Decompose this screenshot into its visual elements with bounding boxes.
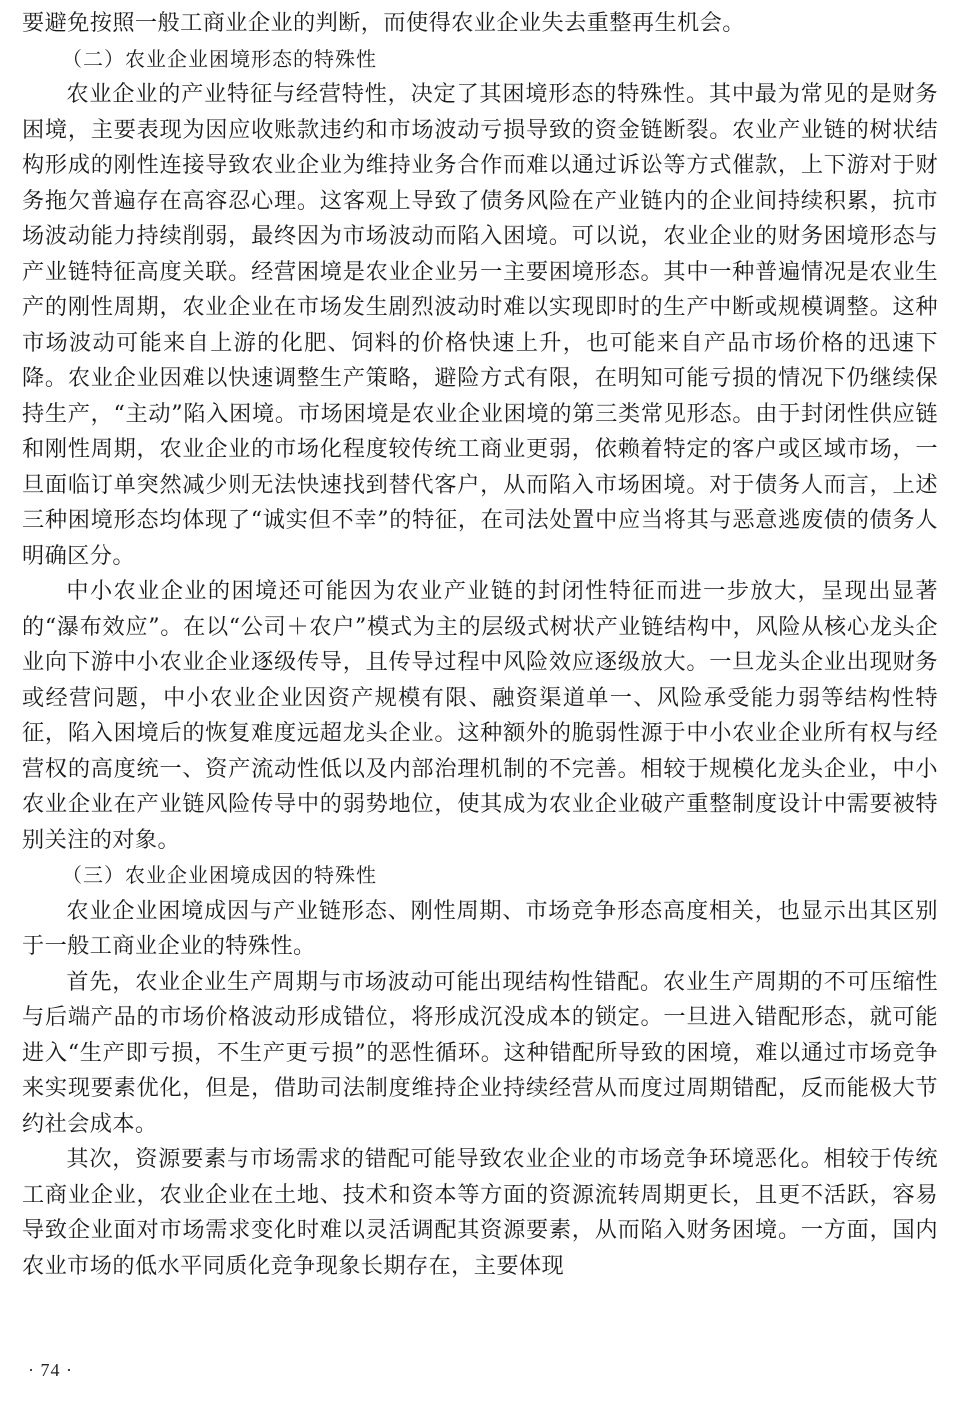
section-heading-3: （三）农业企业困境成因的特殊性 — [62, 863, 377, 887]
paragraph: 农业企业的产业特征与经营特性，决定了其困境形态的特殊性。其中最为常见的是财务困境，主要表现为因应收账款违约和市场波动亏损导致的资金链断裂。农业产业链的树状结构形成的刚性连接导致农业企业为维持业务合作而难以通过诉讼等方式催款，上下游对于财务拖欠普遍存在高容忍心理。这客观上导致了债务风险在产业链内的企业间持续积累，抗市场波动能力持续削弱，最终因为市场波动而陷入困境。可以说，农业企业的财务困境形态与产业链特征高度关联。经营困境是农业企业另一主要困境形态。其中一种普遍情况是农业生产的刚性周期，农业企业在市场发生剧烈波动时难以实现即时的生产中断或规模调整。这种市场波动可能来自上游的化肥、饲料的价格快速上升，也可能来自产品市场价格的迅速下降。农业企业因难以快速调整生产策略，避险方式有限，在明知可能亏损的情况下仍继续保持生产，“主动”陷入困境。市场困境是农业企业困境的第三类常见形态。由于封闭性供应链和刚性周期，农业企业的市场化程度较传统工商业更弱，依赖着特定的客户或区域市场，一旦面临订单突然减少则无法快速找到替代客户，从而陷入市场困境。对于债务人而言，上述三种困境形态均体现了“诚实但不幸”的特征，在司法处置中应当将其与恶意逃废债的债务人明确区分。 — [22, 81, 938, 569]
section-heading-2: （二）农业企业困境形态的特殊性 — [62, 46, 377, 71]
body-text — [22, 6, 938, 1284]
paragraph: 中小农业企业的困境还可能因为农业产业链的封闭性特征而进一步放大，呈现出显著的“瀑布效应”。在以“公司＋农户”模式为主的层级式树状产业链结构中，风险从核心龙头企业向下游中小农业企业逐级传导，且传导过程中风险效应逐级放大。一旦龙头企业出现财务或经营问题，中小农业企业因资产规模有限、融资渠道单一、风险承受能力弱等结构性特征，陷入困境后的恢复难度远超龙头企业。这种额外的脆弱性源于中小农业企业所有权与经营权的高度统一、资产流动性低以及内部治理机制的不完善。相较于规模化龙头企业，中小农业企业在产业链风险传导中的弱势地位，使其成为农业企业破产重整制度设计中需要被特别关注的对象。 — [22, 578, 938, 853]
paragraph: 首先，农业企业生产周期与市场波动可能出现结构性错配。农业生产周期的不可压缩性与后端产品的市场价格波动形成错位，将形成沉没成本的锁定。一旦进入错配形态，就可能进入“生产即亏损，不生产更亏损”的恶性循环。这种错配所导致的困境，难以通过市场竞争来实现要素优化，但是，借助司法制度维持企业持续经营从而度过周期错配，反而能极大节约社会成本。 — [22, 968, 938, 1137]
paragraph: 农业企业困境成因与产业链形态、刚性周期、市场竞争形态高度相关，也显示出其区别于一般工商业企业的特殊性。 — [22, 897, 938, 959]
page-number: · 74 · — [28, 1360, 73, 1380]
paragraph: 其次，资源要素与市场需求的错配可能导致农业企业的市场竞争环境恶化。相较于传统工商业企业，农业企业在土地、技术和资本等方面的资源流转周期更长，且更不活跃，容易导致企业面对市场需求变化时难以灵活调配其资源要素，从而陷入财务困境。一方面，国内农业市场的低水平同质化竞争现象长期存在，主要体现 — [22, 1146, 938, 1279]
paragraph-continuation: 要避免按照一般工商业企业的判断，而使得农业企业失去重整再生机会。 — [22, 10, 745, 36]
